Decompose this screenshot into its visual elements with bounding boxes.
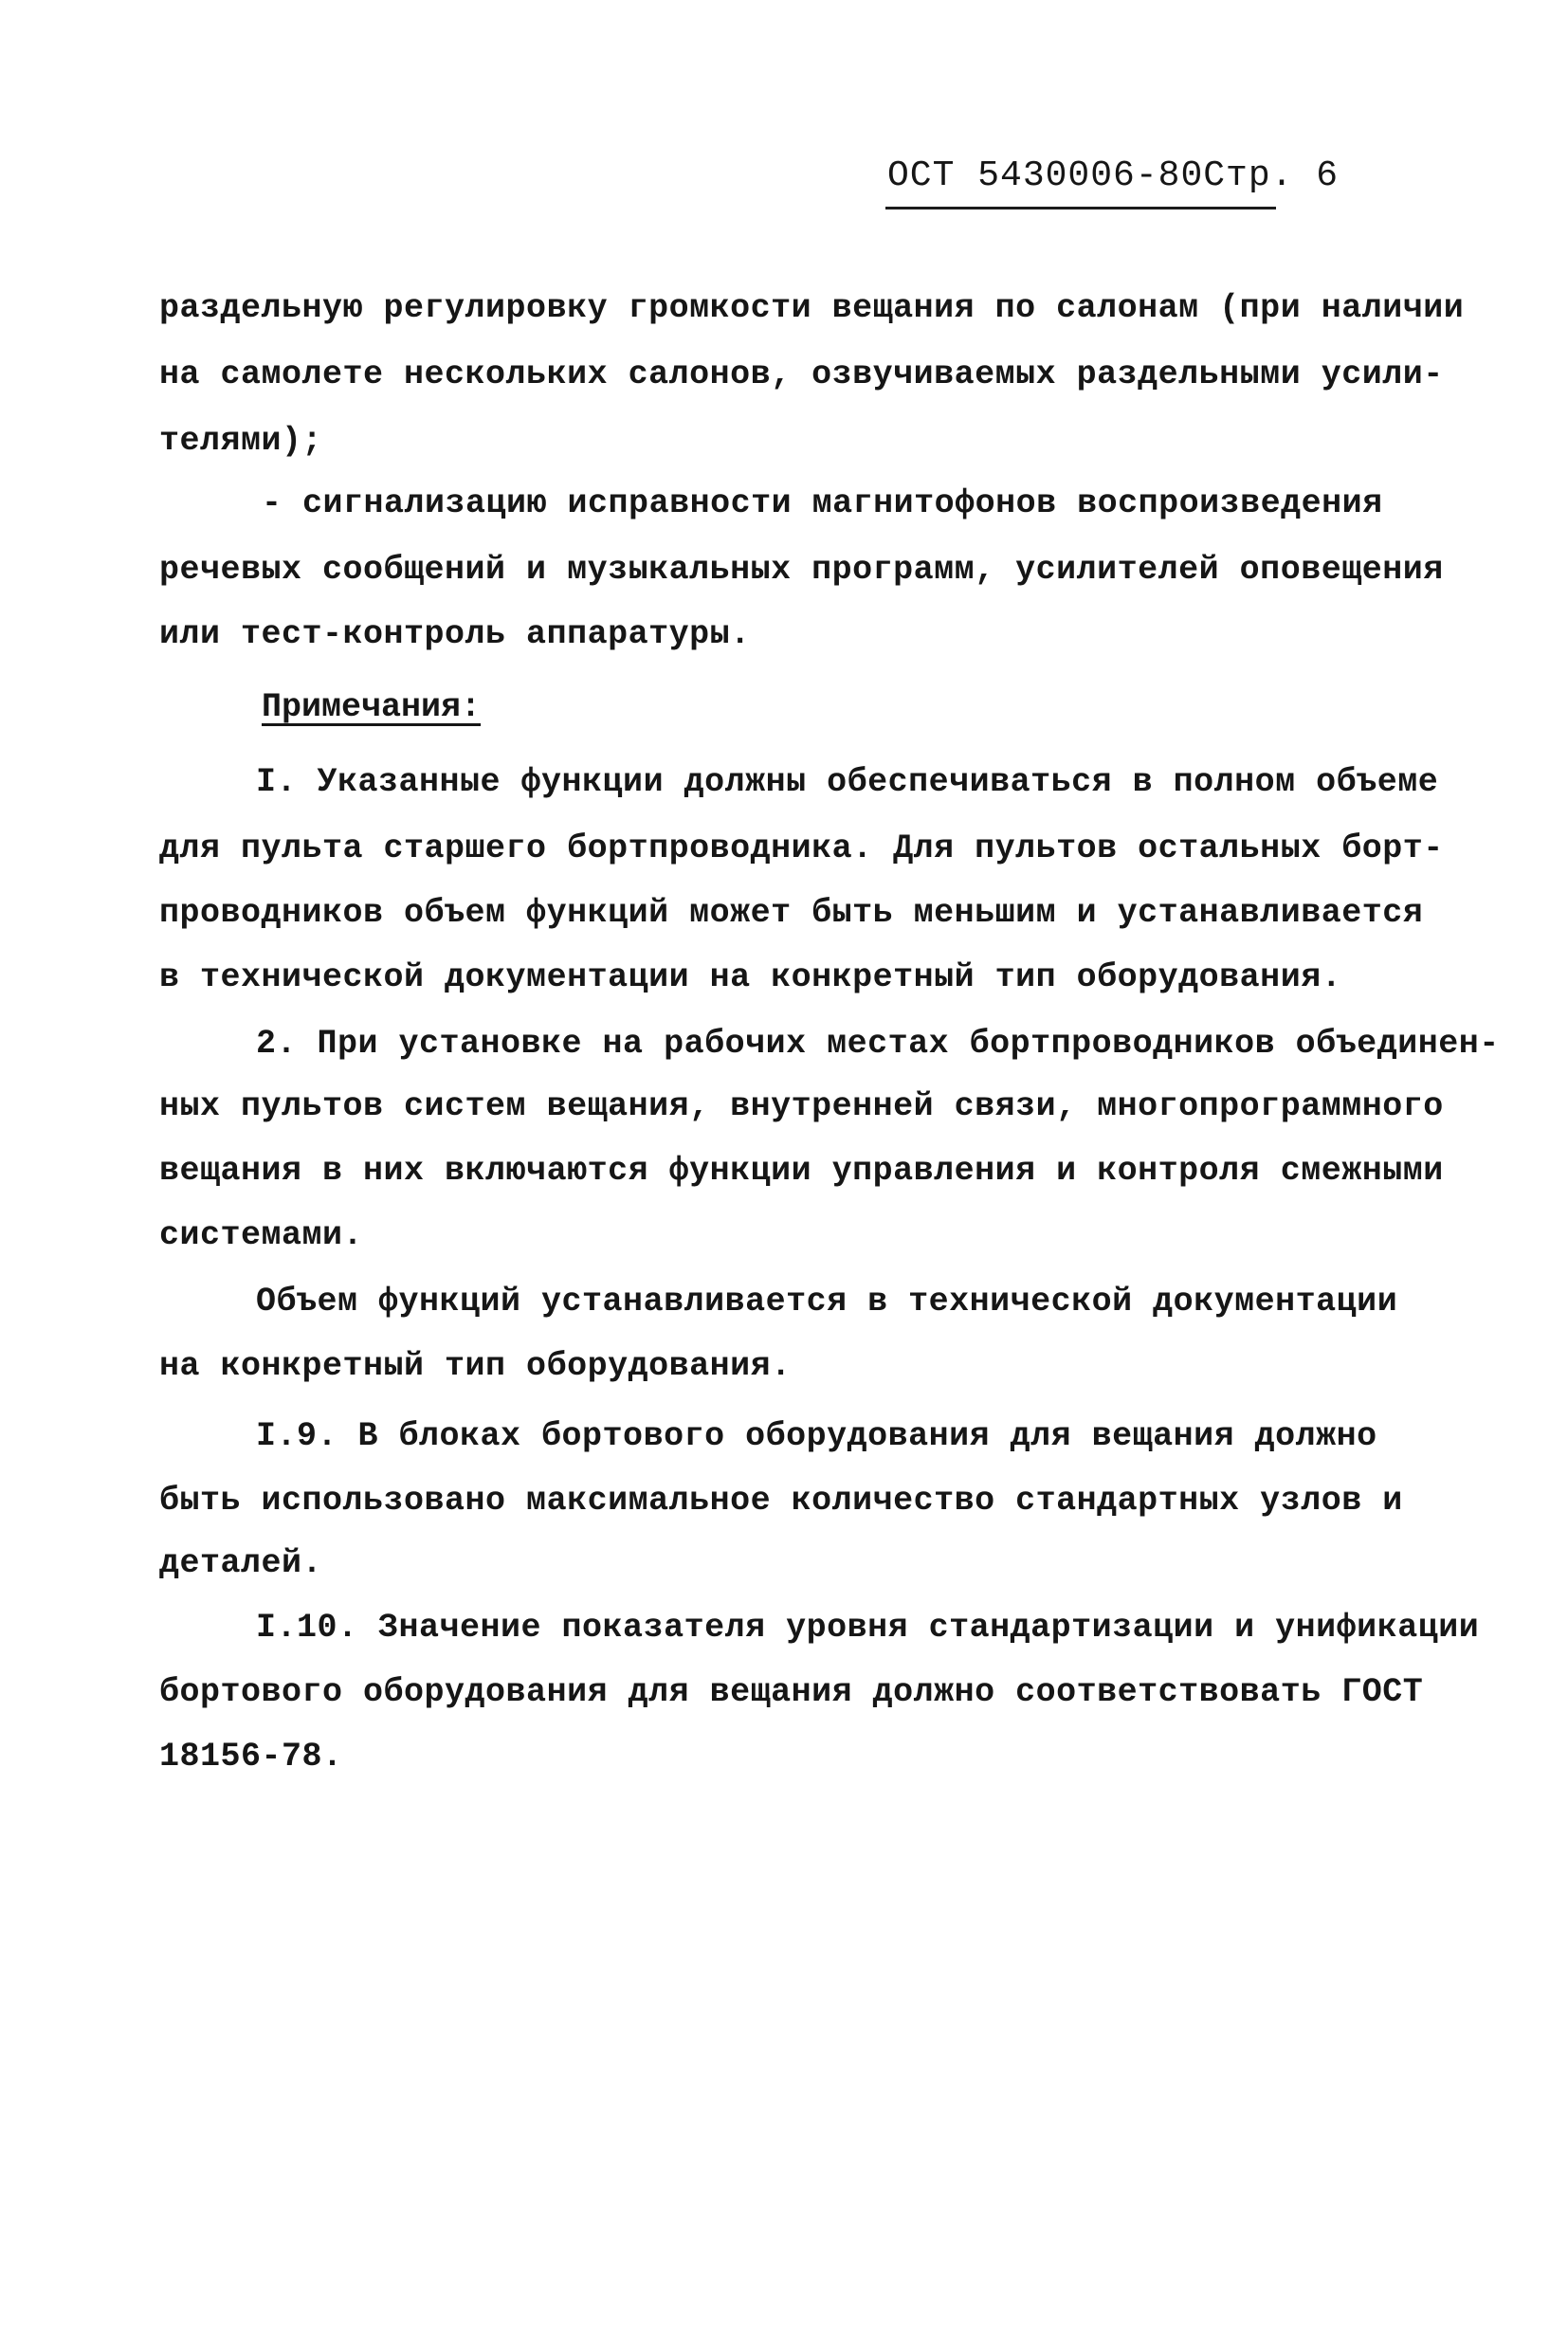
note-line: 2. При установке на рабочих местах бортпроводников объединен- — [256, 1025, 1500, 1063]
note-line: ных пультов систем вещания, внутренней связи, многопрограммного — [159, 1087, 1444, 1125]
note-line: Объем функций устанавливается в технической документации — [256, 1283, 1398, 1321]
section-line: I.9. В блоках бортового оборудования для вещания должно — [256, 1417, 1377, 1455]
note-line: I. Указанные функции должны обеспечиваться в полном объеме — [256, 763, 1439, 801]
body-line: - сигнализацию исправности магнитофонов воспроизведения — [262, 484, 1383, 522]
body-line: телями); — [159, 422, 323, 460]
section-line: деталей. — [159, 1544, 323, 1582]
note-line: в технической документации на конкретный тип оборудования. — [159, 958, 1342, 996]
body-line: на самолете нескольких салонов, озвучиваемых раздельными усили- — [159, 355, 1444, 393]
body-line: раздельную регулировку громкости вещания по салонам (при наличии — [159, 289, 1465, 327]
section-line: быть использовано максимальное количество стандартных узлов и — [159, 1482, 1403, 1520]
note-line: системами. — [159, 1216, 364, 1254]
note-line: вещания в них включаются функции управления и контроля смежными — [159, 1152, 1444, 1190]
body-line: или тест-контроль аппаратуры. — [159, 615, 751, 653]
notes-heading: Примечания: — [262, 688, 482, 726]
body-line: речевых сообщений и музыкальных программ, усилителей оповещения — [159, 551, 1444, 589]
note-line: для пульта старшего бортпроводника. Для пультов остальных борт- — [159, 829, 1444, 867]
section-line: I.10. Значение показателя уровня стандартизации и унификации — [256, 1609, 1480, 1647]
note-line: проводников объем функций может быть меньшим и устанавливается — [159, 894, 1424, 932]
section-line: 18156-78. — [159, 1738, 343, 1776]
note-line: на конкретный тип оборудования. — [159, 1347, 792, 1385]
header-underline — [885, 207, 1276, 209]
section-line: бортового оборудования для вещания должно соответствовать ГОСТ — [159, 1673, 1424, 1711]
document-code-header: ОСТ 5430006-80Стр. 6 — [887, 155, 1340, 196]
